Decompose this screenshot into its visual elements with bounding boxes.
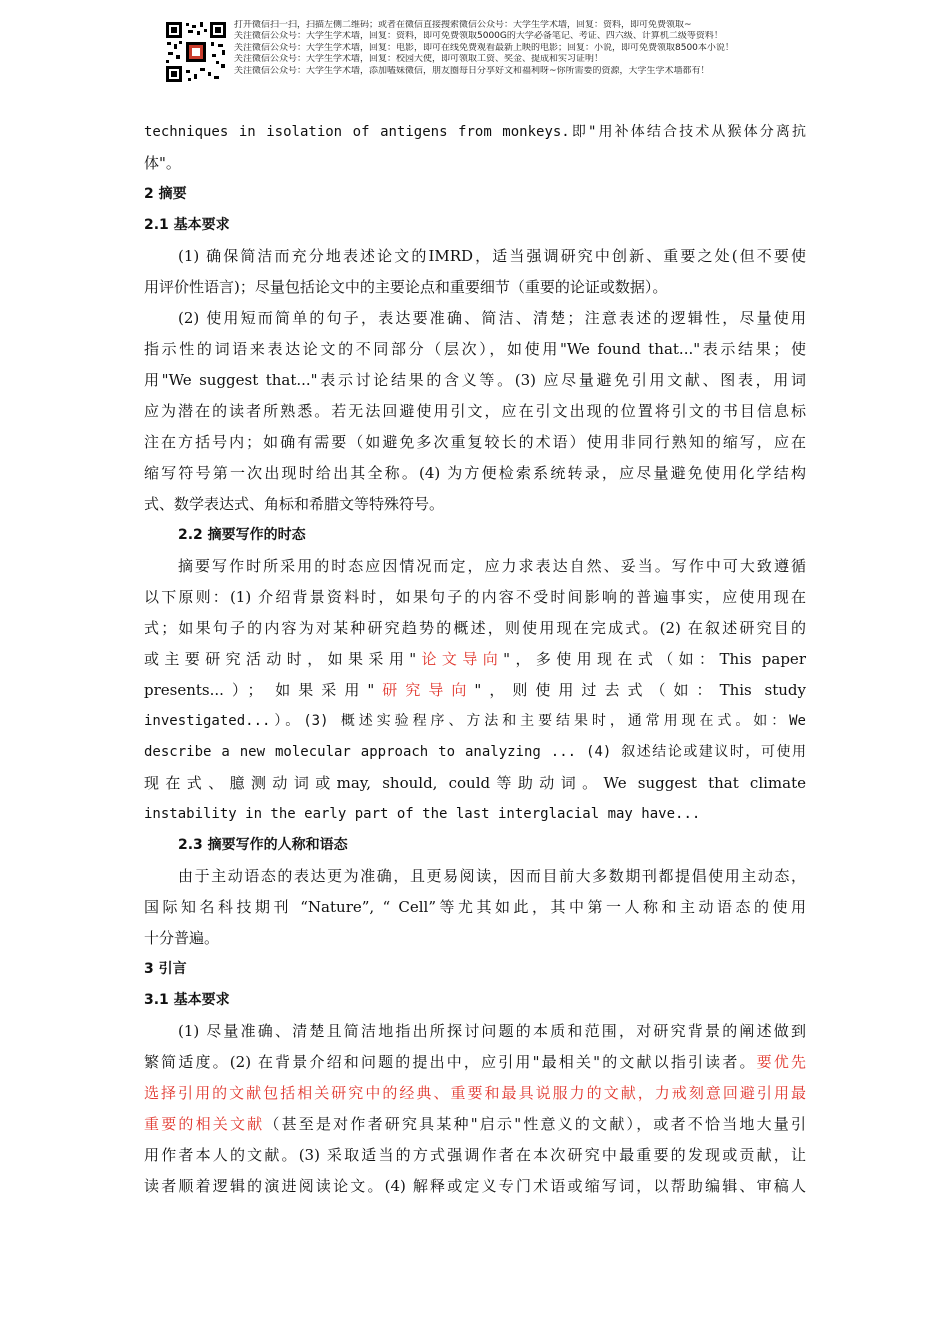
text-line: 用评价性语言)；尽量包括论文中的主要论点和重要细节（重要的论证或数据）。 <box>144 278 668 296</box>
text-line: investigated...）。(3) 概述实验程序、方法和主要结果时，通常用现在式。如：We <box>144 713 806 729</box>
text-line: 现在式、臆测动词或may, should, could等助动词。We suggest that climate <box>144 774 806 792</box>
text-line: 体"。 <box>144 154 181 172</box>
text-run: "，则使用过去式（如：This study <box>474 681 806 699</box>
text-line: techniques in isolation of antigens from monkeys.即"用补体结合技术从猴体分离抗 <box>144 124 806 140</box>
text-line: 式、数学表达式、角标和希腊文等特殊符号。 <box>144 495 445 513</box>
header-banner <box>164 20 804 86</box>
text-run: 繁简适度。(2) 在背景介绍和问题的提出中，应引用"最相关"的文献以指引读者。 <box>144 1053 757 1071</box>
section-heading: 2.3 摘要写作的人称和语态 <box>178 837 348 853</box>
text-line: 国际知名科技期刊 “Nature”, “ Cell”等尤其如此，其中第一人称和主动语态的使用 <box>144 898 806 916</box>
text-run: "，多使用现在式（如：This paper <box>503 650 806 668</box>
header-line: 关注微信公众号：大学生学术墙，回复：电影，即可在线免费观看最新上映的电影；回复：小说，即可免费领取8500本小说！ <box>234 42 734 53</box>
text-line <box>144 644 806 675</box>
text-line: (1) 确保简洁而充分地表述论文的IMRD，适当强调研究中创新、重要之处(但不要使 <box>178 247 806 265</box>
text-line: (2) 使用短而简单的句子，表达要准确、简洁、清楚；注意表述的逻辑性，尽量使用 <box>178 309 806 327</box>
text-line: 由于主动语态的表达更为准确，且更易阅读，因而目前大多数期刊都提倡使用主动态， <box>178 867 806 885</box>
header-line: 关注微信公众号：大学生学术墙，添加嗑妹微信，朋友圈每日分享好文和福利呀~你所需要的资源，大学生学术墙都有！ <box>234 65 710 76</box>
text-run: presents...）； 如果采用" <box>144 681 375 699</box>
section-heading: 2 摘要 <box>144 186 187 202</box>
header-line: 关注微信公众号：大学生学术墙，回复：资料，即可免费领取5000G的大学必备笔记、考证、四六级、计算机二级等资料！ <box>234 31 723 42</box>
highlighted-line: 选择引用的文献包括相关研究中的经典、重要和最具说服力的文献，力戒刻意回避引用最 <box>144 1084 806 1102</box>
text-line: 摘要写作时所采用的时态应因情况而定，应力求表达自然、妥当。写作中可大致遵循 <box>178 557 806 575</box>
text-line: 应为潜在的读者所熟悉。若无法回避使用引文，应在引文出现的位置将引文的书目信息标 <box>144 402 806 420</box>
text-line: 读者顺着逻辑的演进阅读论文。(4) 解释或定义专门术语或缩写词，以帮助编辑、审稿人 <box>144 1177 806 1195</box>
highlighted-term: 要优先 <box>756 1053 806 1071</box>
text-line: (1) 尽量准确、清楚且简洁地指出所探讨问题的本质和范围，对研究背景的阐述做到 <box>178 1022 806 1040</box>
highlighted-term: 研究导向 <box>374 681 475 699</box>
text-line: 注在方括号内；如确有需要（如避免多次重复较长的术语）使用非同行熟知的缩写，应在 <box>144 433 806 451</box>
text-line <box>144 1047 806 1078</box>
section-heading: 3 引言 <box>144 961 187 977</box>
text-line: 以下原则：(1) 介绍背景资料时，如果句子的内容不受时间影响的普遍事实，应使用现在 <box>144 588 806 606</box>
text-line: 十分普遍。 <box>144 929 220 947</box>
text-line: 缩写符号第一次出现时给出其全称。(4) 为方便检索系统转录，应尽量避免使用化学结构 <box>144 464 806 482</box>
text-line <box>144 675 806 706</box>
text-line: 用作者本人的文献。(3) 采取适当的方式强调作者在本次研究中最重要的发现或贡献，让 <box>144 1146 806 1164</box>
section-heading: 3.1 基本要求 <box>144 992 230 1008</box>
text-line <box>144 1109 806 1140</box>
document-body <box>144 117 806 1202</box>
text-run: （甚至是对作者研究具某种"启示"性意义的文献），或者不恰当地大量引 <box>264 1115 806 1133</box>
highlighted-term: 重要的相关文献 <box>144 1115 265 1133</box>
section-heading: 2.1 基本要求 <box>144 217 230 233</box>
highlighted-term: 论文导向 <box>416 650 504 668</box>
text-line: 式；如果句子的内容为对某种研究趋势的概述，则使用现在完成式。(2) 在叙述研究目的 <box>144 619 806 637</box>
text-line: instability in the early part of the last interglacial may have... <box>144 806 701 822</box>
text-line: 用"We suggest that..."表示讨论结果的含义等。(3) 应尽量避免引用文献、图表，用词 <box>144 371 806 389</box>
qr-code <box>164 20 228 84</box>
header-line: 关注微信公众号：大学生学术墙，回复：校园大使，即可领取工资、奖金、提成和实习证明！ <box>234 54 604 65</box>
header-line: 打开微信扫一扫，扫描左侧二维码；或者在微信直接搜索微信公众号：大学生学术墙，回复：资料，即可免费领取~ <box>234 20 692 30</box>
section-heading: 2.2 摘要写作的时态 <box>178 527 306 543</box>
text-line: 指示性的词语来表达论文的不同部分（层次），如使用"We found that..."表示结果；使 <box>144 340 806 358</box>
text-run: 或主要研究活动时，如果采用" <box>144 650 417 668</box>
text-line: describe a new molecular approach to analyzing ... (4) 叙述结论或建议时，可使用 <box>144 744 806 760</box>
